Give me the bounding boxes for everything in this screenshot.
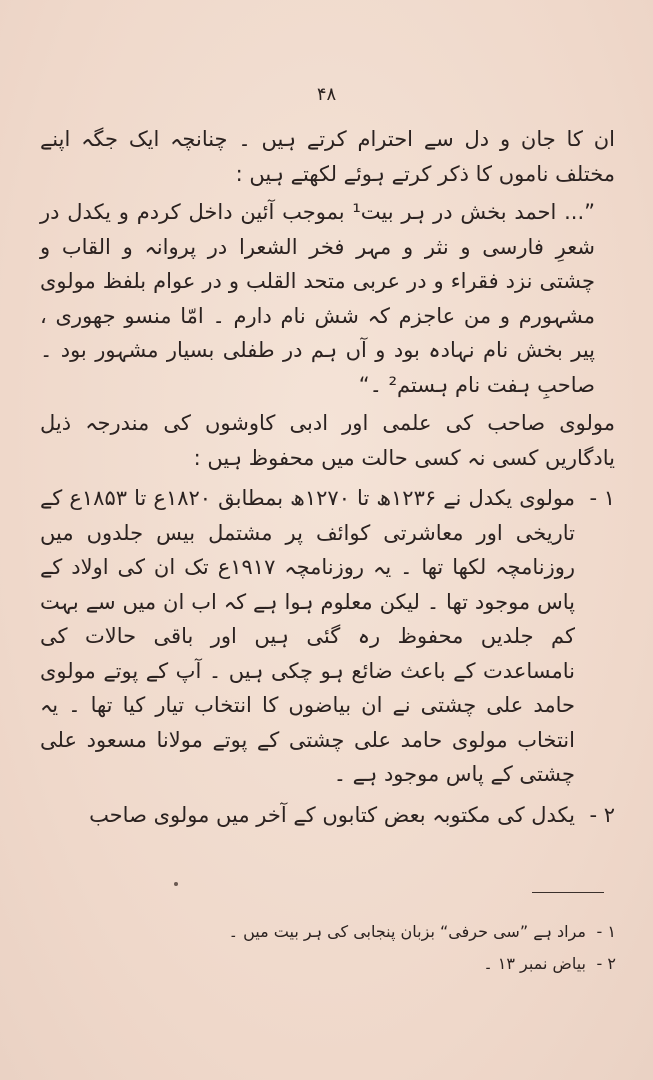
persian-quotation: ”... احمد بخش در ہر بیت¹ بموجب آئین داخل کردم و یکدل در شعرِ فارسی و نثر و مہر فخر الشعرا در پروانہ و القاب و چشتی نزد فقراء و در عربی متحد القلب و در عوام بلفظ مولوی مشہورم و من عاجزم کہ شش نام دارم ۔ امّا منسو جھوری ، پیر بخش نام نہادہ بود و آں ہم در طفلی بسیار مشہور بود ۔ صاحبِ ہفت نام ہستم² ۔“ <box>40 200 596 397</box>
body-text <box>40 122 615 836</box>
footnote-text: بیاض نمبر ۱۳ ۔ <box>483 954 586 973</box>
list-item <box>40 481 615 792</box>
footnotes <box>120 916 616 980</box>
list-item-text: مولوی یکدل نے ۱۲۳۶ھ تا ۱۲۷۰ھ بمطابق ۱۸۲۰ع تا ۱۸۵۳ع کے تاریخی اور معاشرتی کوائف پر مشتمل بیس جلدوں میں روزنامچہ لکھا تھا ۔ یہ روزنامچہ ۱۹۱۷ع تک ان کی اولاد کے پاس موجود تھا ۔ لیکن معلوم ہوا ہے کہ اب ان میں سے بہت کم جلدیں محفوظ رہ گئی ہیں اور باقی حالات کی نامساعدت کے باعث ضائع ہو چکی ہیں ۔ آپ کے پوتے مولوی حامد علی چشتی نے ان بیاضوں کا انتخاب تیار کیا تھا ۔ یہ انتخاب مولوی حامد علی چشتی کے پوتے مولانا مسعود علی چشتی کے پاس موجود ہے ۔ <box>40 486 576 786</box>
intro-paragraph: ان کا جان و دل سے احترام کرتے ہیں ۔ چنانچہ ایک جگہ اپنے مختلف ناموں کا ذکر کرتے ہوئے لکھتے ہیں : <box>40 127 615 186</box>
footnote <box>120 916 616 948</box>
print-speck <box>174 882 178 886</box>
lead-paragraph: مولوی صاحب کی علمی اور ادبی کاوشوں کی مندرجہ ذیل یادگاریں کسی نہ کسی حالت میں محفوظ ہیں : <box>40 411 615 470</box>
list-item <box>40 798 615 833</box>
list-item-number: ۱ - <box>589 486 615 510</box>
list-item-text: یکدل کی مکتوبہ بعض کتابوں کے آخر میں مولوی صاحب <box>89 802 575 827</box>
footnote <box>120 948 616 980</box>
footnote-number: ۲ - <box>596 954 616 973</box>
footnote-text: مراد ہے ”سی حرفی“ بزبان پنجابی کی ہر بیت میں ۔ <box>228 922 586 941</box>
page-number: ۴۸ <box>316 84 337 105</box>
footnote-divider <box>532 892 604 893</box>
list-item-number: ۲ - <box>589 802 615 827</box>
footnote-number: ۱ - <box>596 922 616 941</box>
